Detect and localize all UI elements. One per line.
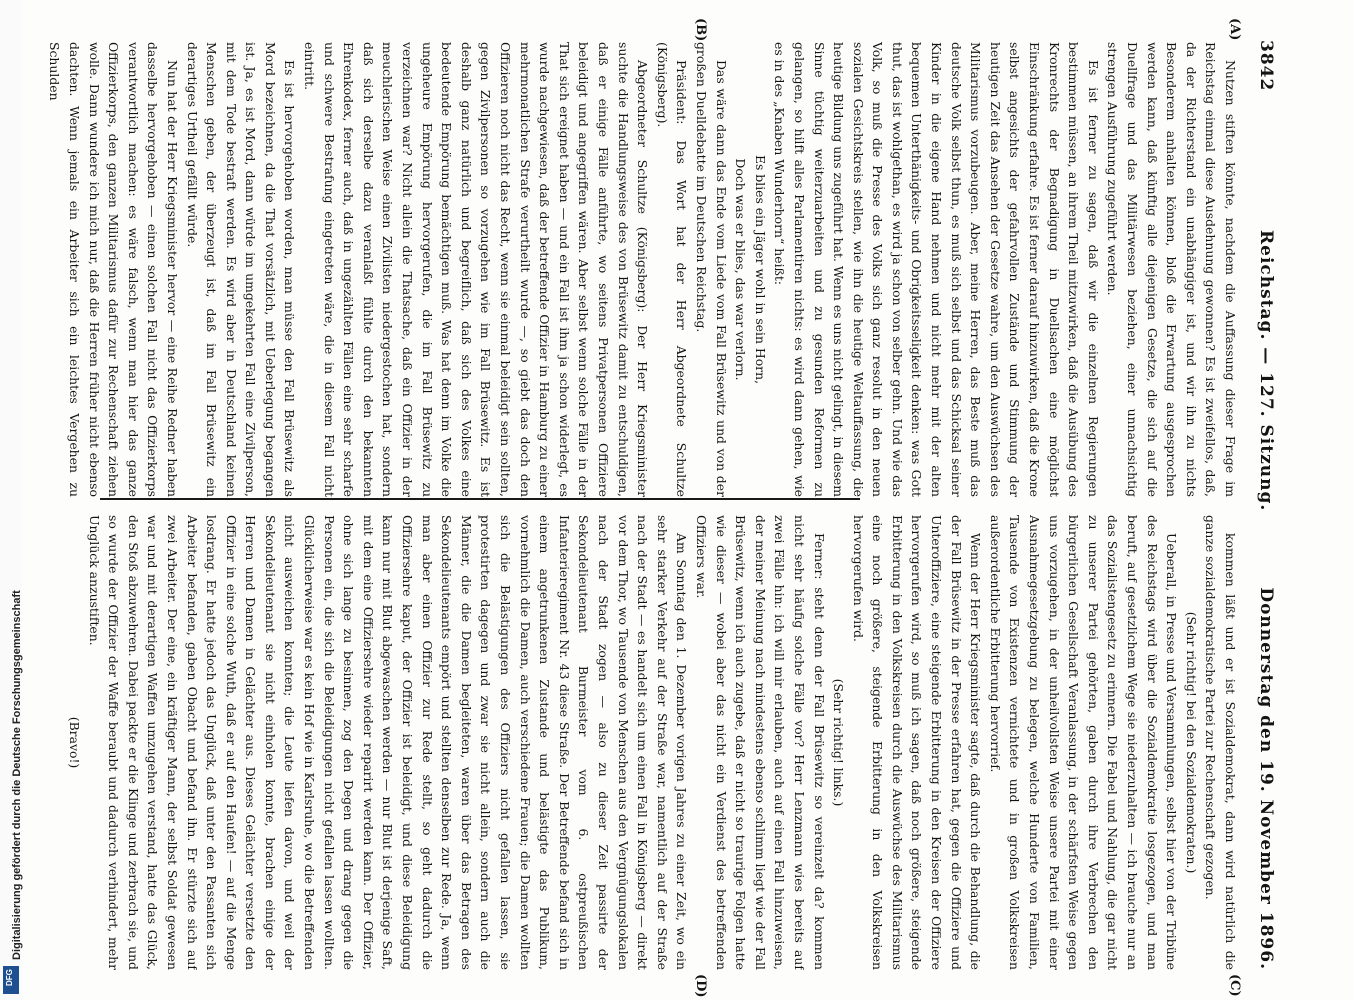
digitization-sidebar [0, 0, 22, 1000]
margin-marker-c: (C) [1227, 974, 1242, 997]
paragraph: Ferner: steht denn der Fall Brüsewitz so vereinzelt da? kommen nicht sehr häufig solche Fälle vor? Herr Lenzmann wies bereits auf zwei Fälle hin: ich will mir erlauben, auch auf einen Fall hinzuweisen, der meiner Meinung nach mindestens ebenso schlimm liegt wie der Fall Brüsewitz, wenn ich auch zugebe, daß er nicht so traurige Folgen hatte wie dieser — wobei aber das nicht ein Verdienst des betreffenden Offiziers war. [693, 515, 827, 970]
page-number: 3842 [1256, 40, 1276, 92]
verse-line: Es blies ein Jäger wohl in sein Horn, [752, 154, 768, 385]
right-text-column [40, 515, 1240, 970]
dfg-logo-text: DFG [5, 969, 14, 986]
verse-line: Doch was er blies, das war verlorn. [733, 158, 749, 381]
page-header [1248, 40, 1276, 970]
interjection: (Bravo!) [66, 716, 82, 769]
left-text-column [40, 42, 1240, 497]
speaker-paragraph: Abgeordneter Schultze (Königsberg): Der Herr Kriegsminister suchte die Handlungsweise des von Brüsewitz damit zu entschuldigen, daß er einige Fälle anführte, wo seitens Privatpersonen Offiziere beleidigt und angegriffen wären. Aber selbst wenn solche Fälle in der That sich ereignet haben — und ein Fall ist ihm ja schon widerlegt, es wurde nachgewiesen, daß der betreffende Offizier in Hamburg zu einer mehrmonatlichen Strafe verurtheilt wurde —, so giebt das doch den Offizieren noch nicht das Recht, wenn sie einmal beleidigt sein sollten, gegen Zivilpersonen so vorzugehen wie im Fall Brüsewitz. Es ist deshalb ganz natürlich und begreiflich, daß sich des Volkes eine bedeutende Empörung bemächtigen muß. Was hat denn im Volke die ungeheure Empörung hervorgerufen, die im Fall Brüsewitz zu verzeichnen war? Nicht allein die Thatsache, daß ein Offizier in der meuchlerischen Weise einen Zivilisten niedergestochen hat, sondern daß sich derselbe dazu veranlaßt fühlte durch den bekannten Ehrenkodex, ferner auch, daß in ungezählten Fällen eine sehr scharfe und schwere Bestrafung eingetreten wäre, die in diesem Fall nicht eintritt. [302, 42, 651, 497]
speaker-paragraph: Präsident: Das Wort hat der Herr Abgeordnete Schultze (Königsberg). [654, 42, 690, 497]
margin-marker-d: (D) [693, 974, 708, 998]
paragraph: Ueberall, in Presse und Versammlungen, selbst hier von der Tribüne des Reichstags wird über die Sozialdemokratie losgezogen, und man beruft, auf gesetzlichem Wege sie niederzuhalten — ich brauche nur an das Sozialistengesetz zu erinnern. Die Fabel und Nahlung, die gar nicht zu unserer Partei gehörten, gaben durch ihre Verbrechen den bürgerlichen Gesellschaft Veranlassung, in der schärfsten Weise gegen uns vorzugehen, in der unheilvollsten Weise unsere Partei mit einer Ausnahmegesetzgebung zu belegen, welche Hunderte von Familien, Tausende von Existenzen vernichtete und in großen Volkskreisen außerordentliche Erbitterung hervorrief. [987, 515, 1180, 970]
column-divider [100, 498, 860, 500]
paragraph: kommen läßt und er ist Sozialdemokrat, dann wird natürlich die ganze sozialdemokratische Partei zur Rechenschaft gezogen. [1203, 515, 1238, 970]
paragraph: Nun hat der Herr Kriegsminister hervor — eine Reihe Redner haben dasselbe hervorgehoben — einen solchen Fall nicht das Offizierkorps verantwortlich machen: es wäre falsch, wenn man hier das ganze Offizierkorps, den ganzen Militarismus dafür zur Rechenschaft ziehen wolle. Dann wundere ich mich nur, daß die Herren früher nicht ebenso dachten. Wenn jemals ein Arbeiter sich ein leichtes Vergehen zu Schulden [47, 42, 180, 497]
paragraph: Das wäre dann das Ende vom Liede vom Fall Brüsewitz und von der großen Duelldebatte im Deutschen Reichstag. [693, 42, 729, 497]
paragraph: Es ist ferner zu sagen, daß wir die einzelnen Regierungen bestimmen müssen, an ihrem Theil mitzuwirken, daß die Ausübung des Kronrechts der Begnadigung in Duellsachen eine möglichst Einschränkung erfahre. Es ist ferner darauf hinzuwirken, daß die Krone selbst angesichts der gefahrvollen Zustände und Stimmung der heutigen Zeit das Ansehen der Gesetze wahre, um den Auswüchsen des Militarismus vorzubeugen. Aber, meine Herren, das Beste muß das deutsche Volk selbst thun, es muß sich selbst und das Schicksal seiner Kinder in die eigene Hand nehmen und nicht mehr mit der alten bequemen Unterthänigkeits- und Obrigkeitsseligkeit denken: was Gott thut, das ist wohlgethan, es wird ja schon von selber gehn. Und wie das Volk, so muß die Presse des Volks sich ganz resolut in den neuen sozialen Gesichtskreis stellen, wie ihn die heutige Weltauffassung, die heutige Bildung uns zugeführt hat. Wenn es uns nicht gelingt, in diesem Sinne tüchtig weiterzuarbeiten und zu gesunden Reformen zu gelangen, so hilft alles Parlamentiren nichts: es wird dann gehen, wie es in des „Knaben Wunderhorn“ heißt: [772, 42, 1101, 497]
margin-marker-a: (A) [1227, 18, 1242, 41]
funding-credit: Digitalisierung gefördert durch die Deutsche Forschungsgemeinschaft [11, 590, 23, 960]
paragraph: Wenn der Herr Kriegsminister sagte, daß durch die Behandlung, die der Fall Brüsewitz in der Presse erfahren hat, gegen die Offiziere und Unteroffiziere, eine steigende Erbitterung in den Kreisen der Offiziere hervorgerufen wird, so muß ich sagen, daß noch größere, steigende Erbitterung in den Volkskreisen durch die Auswüchse des Militarismus eine noch größere, steigende Erbitterung in den Volkskreisen hervorgerufen wird. [850, 515, 984, 970]
session-date: Donnerstag den 19. November 1896. [1256, 587, 1276, 970]
paragraph: Es ist hervorgehoben worden, man müsse den Fall Brüsewitz als Mord bezeichnen, da die That vorsätzlich, mit Ueberlegung begangen ist. Ja, es ist Mord, dann würde im umgekehrten Fall eine Zivilperson, mit dem Tode bestraft werden. Es wird aber in Deutschland keinen Menschen geben, der überzeugt ist, daß im Fall Brüsewitz ein derartiges Urtheil gefällt würde. [184, 42, 298, 497]
margin-marker-b: (B) [693, 18, 708, 42]
dfg-logo [3, 966, 19, 994]
paragraph: Am Sonntag den 1. Dezember vorigen Jahres zu einer Zeit, wo ein sehr starker Verkehr auf der Straße war, namentlich auf der Straße nach der Stadt — es handelt sich um einen Fall in Königsberg — direkt vor dem Thor, wo Tausende von Menschen aus den Vergnügungslokalen nach der Stadt zogen — also zu dieser Zeit passirte der Sekondelieutenant Burmeister vom 6. ostpreußischen Infanterieregiment Nr. 43 diese Straße. Der Betreffende befand sich in einem angetrunkenen Zustande und belästigte das Publikum, vornehmlich die Damen, auch verschiedene Frauen; die Damen wollten sich die Belästigungen des Offiziers nicht gefallen lassen, sie protestirten dagegen und zwar sie nicht allein, sondern auch die Männer, die die Damen begleiteten, waren über das Betragen des Sekondelieutenants empört und stellten denselben zur Rede. Ja, wenn man aber einen Offizier zur Rede stellt, so geht dadurch die Offiziersehre kaput, der Offizier ist beleidigt, und diese Beleidigung kann nur mit Blut abgewaschen werden — nur Blut ist derjenige Saft, mit dem eine Offiziersehre wieder reparirt werden kann. Der Offizier, ohne sich lange zu besinnen, zog den Degen und drang gegen die Personen ein, die sich die Beleidigungen nicht gefallen lassen wollten. Glücklicherweise war es kein Hof wie in Karlsruhe, wo die Betreffenden nicht ausweichen konnten; die Leute liefen davon, und weil der Sekondelieutenant sie nicht einholen konnte, brachen einige der Herren und Damen in Gelächter aus. Dieses Gelächter versetzte den Offizier in eine solche Wuth, daß er auf den Haufen! — auf die Menge losdrang. Er hatte jedoch das Unglück, daß unter den Passanten sich Arbeiter befanden, gaben Obacht und befand ihn. Er stürzte sich auf zwei Arbeiter. Der eine, ein kräftiger Mann, der selbst Soldat gewesen war und mit derartigen Waffen umzugehen verstand, hatte das Glück, den Stoß abzuwehren. Dabei packte er die Klinge und zerbrach sie, und so wurde der Offizier der Waffe beraubt und dadurch verhindert, mehr Unglück anzustiften. [86, 515, 690, 970]
interjection: (Sehr richtig! links.) [831, 678, 847, 807]
interjection: (Sehr richtig! bei den Sozialdemokraten.) [1183, 611, 1199, 874]
page-title: Reichstag. — 127. Sitzung. [1256, 230, 1276, 512]
paragraph: Nutzen stiften könnte, nachdem die Auffassung dieser Frage im Reichstag einmal diese Ausdehnung gewonnen? Es ist zweifellos, daß, da der Richterstand ein unabhängiger ist, und wir ihn zu nichts Besonderem anhalten können, bloß die Erwartung ausgesprochen werden kann, daß künftig alle diejenigen Gesetze, die sich auf die Duellfrage und das Militärwesen beziehen, einer unnachsichtig strengen Ausführung zugeführt werden. [1105, 42, 1238, 497]
